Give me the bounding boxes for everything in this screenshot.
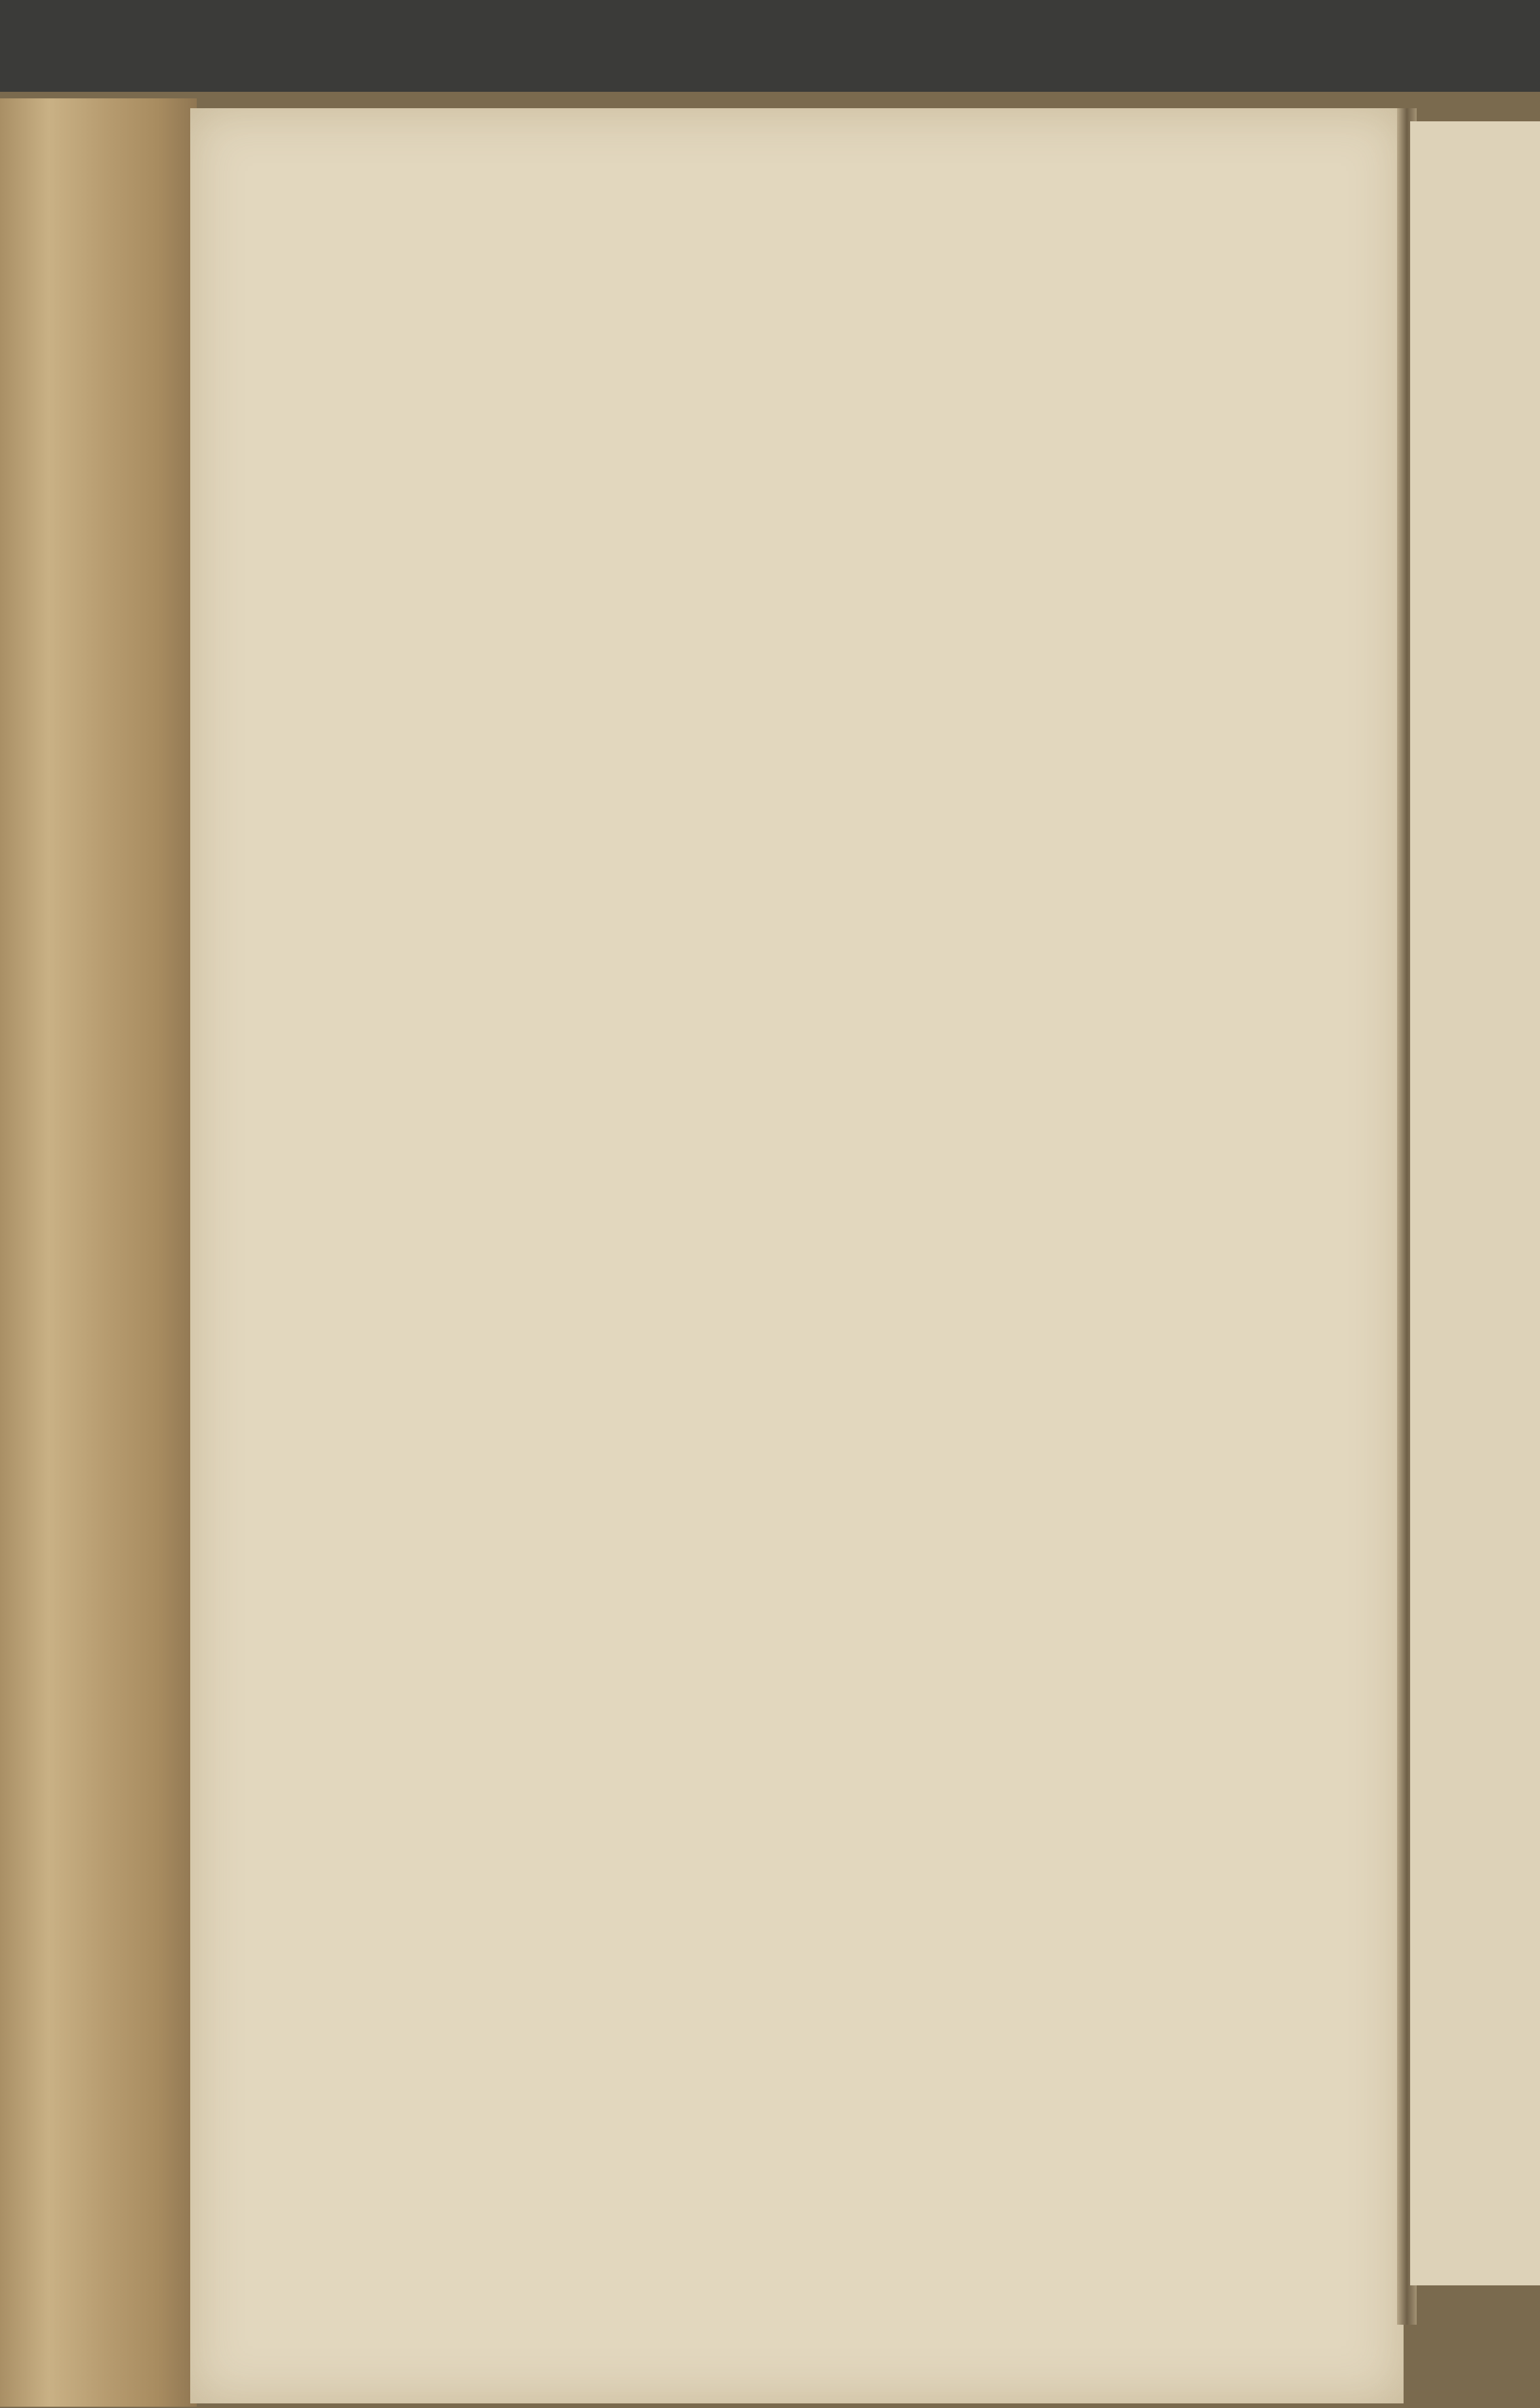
right-page: [1410, 121, 1540, 2285]
left-page: [190, 108, 1404, 2403]
book-page-edges: [0, 98, 197, 2407]
